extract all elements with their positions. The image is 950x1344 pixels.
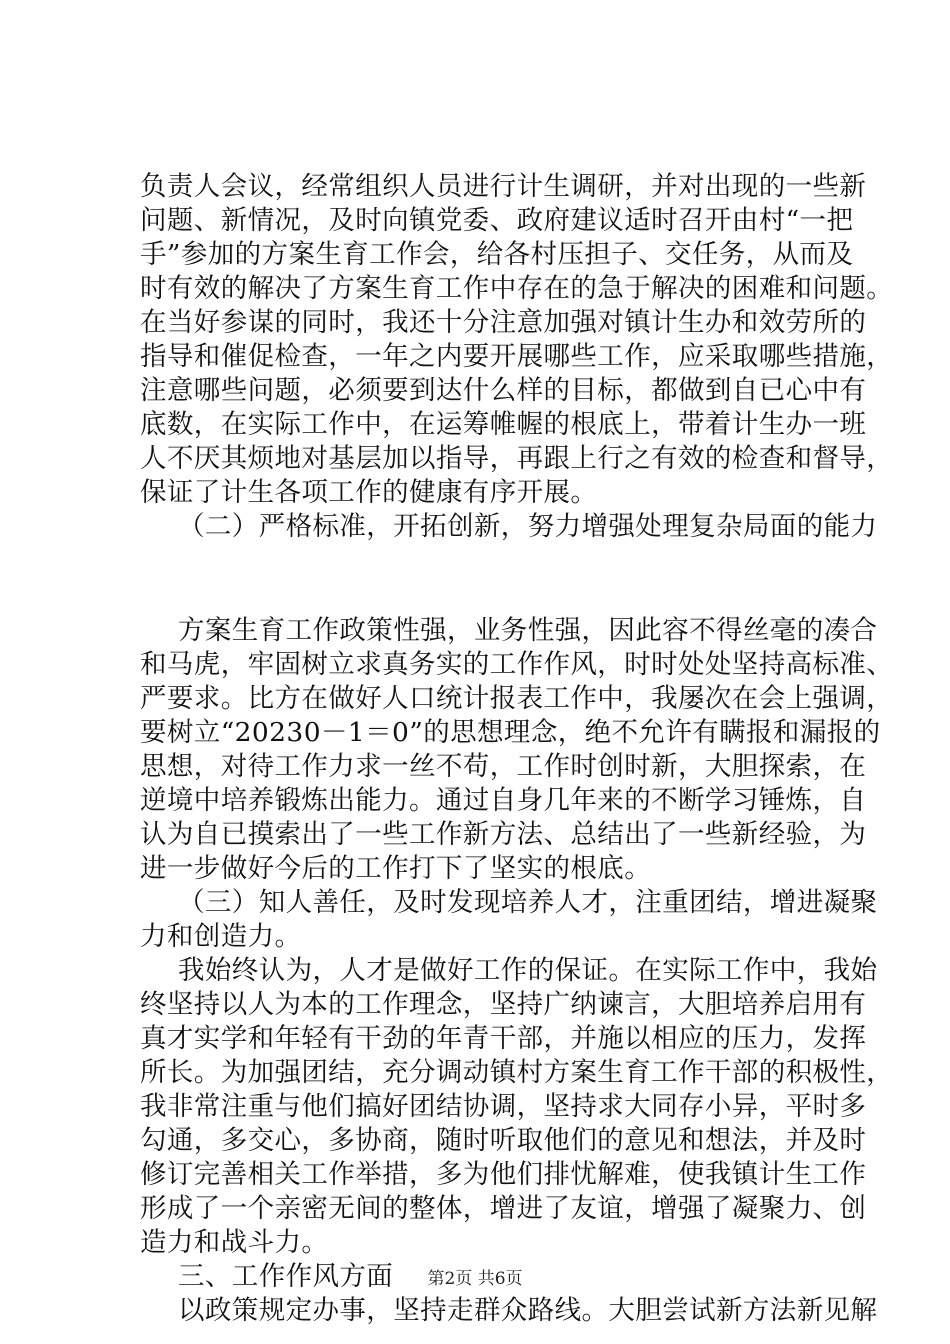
text-line: 负责人会议，经常组织人员进行计生调研，并对出现的一些新 bbox=[140, 171, 867, 202]
text-line: 注意哪些问题，必须要到达什么样的目标，都做到自已心中有 bbox=[140, 375, 867, 406]
text-line: 终坚持以人为本的工作理念，坚持广纳谏言，大胆培养启用有 bbox=[140, 989, 867, 1020]
paragraph-standards bbox=[140, 614, 894, 886]
text-line: 逆境中培养锻炼出能力。通过自身几年来的不断学习锤炼，自 bbox=[140, 785, 867, 816]
text-line: 所长。为加强团结，充分调动镇村方案生育工作干部的积极性， bbox=[140, 1057, 894, 1088]
blank-gap bbox=[140, 544, 840, 614]
page-footer: 第2页 共6页 bbox=[427, 1269, 523, 1289]
text-line: 以政策规定办事，坚持走群众路线。大胆尝试新方法新见解 bbox=[178, 1295, 878, 1326]
subheading-two: （二）严格标准，开拓创新，努力增强处理复杂局面的能力 bbox=[178, 511, 878, 542]
paragraph-talent bbox=[140, 954, 894, 1260]
text-line: 真才实学和年轻有干劲的年青干部，并施以相应的压力，发挥 bbox=[140, 1023, 867, 1054]
document-body bbox=[140, 170, 894, 1328]
section-heading-three: 三、工作作风方面 bbox=[178, 1261, 394, 1292]
text-line: 方案生育工作政策性强，业务性强，因此容不得丝毫的凑合 bbox=[178, 615, 878, 646]
text-line: 人不厌其烦地对基层加以指导，再跟上行之有效的检查和督导， bbox=[140, 443, 894, 474]
text-line: 要树立“20230－1＝0”的思想理念，绝不允许有瞒报和漏报的 bbox=[140, 717, 881, 748]
text-line: 我非常注重与他们搞好团结协调，坚持求大同存小异，平时多 bbox=[140, 1091, 867, 1122]
text-line: 认为自已摸索出了一些工作新方法、总结出了一些新经验，为 bbox=[140, 819, 867, 850]
text-line: 在当好参谋的同时，我还十分注意加强对镇计生办和效劳所的 bbox=[140, 307, 867, 338]
text-line: 底数，在实际工作中，在运筹帷幄的根底上，带着计生办一班 bbox=[140, 409, 867, 440]
text-line: 和马虎，牢固树立求真务实的工作作风，时时处处坚持高标准、 bbox=[140, 649, 894, 680]
text-line: 手”参加的方案生育工作会，给各村压担子、交任务，从而及 bbox=[140, 239, 854, 270]
text-line: 严要求。比方在做好人口统计报表工作中，我屡次在会上强调， bbox=[140, 683, 894, 714]
text-line: 力和创造力。 bbox=[140, 921, 302, 952]
text-line: 指导和催促检查，一年之内要开展哪些工作，应采取哪些措施， bbox=[140, 341, 894, 372]
paragraph-continuation bbox=[140, 170, 894, 510]
text-line: 时有效的解决了方案生育工作中存在的急于解决的困难和问题。 bbox=[140, 273, 894, 304]
text-line: 修订完善相关工作举措，多为他们排忧解难，使我镇计生工作 bbox=[140, 1159, 867, 1190]
text-line: 形成了一个亲密无间的整体，增进了友谊，增强了凝聚力、创 bbox=[140, 1193, 867, 1224]
text-line: 问题、新情况，及时向镇党委、政府建议适时召开由村“一把 bbox=[140, 205, 854, 236]
subheading-three bbox=[140, 886, 878, 954]
text-line: 勾通，多交心，多协商，随时听取他们的意见和想法，并及时 bbox=[140, 1125, 867, 1156]
text-line: 思想，对待工作力求一丝不苟，工作时创时新，大胆探索，在 bbox=[140, 751, 867, 782]
text-line: 造力和战斗力。 bbox=[140, 1227, 329, 1258]
text-line: 保证了计生各项工作的健康有序开展。 bbox=[140, 477, 598, 508]
text-line: 进一步做好今后的工作打下了坚实的根底。 bbox=[140, 853, 652, 884]
text-line: 我始终认为，人才是做好工作的保证。在实际工作中，我始 bbox=[178, 955, 878, 986]
text-line: （三）知人善任，及时发现培养人才，注重团结，增进凝聚 bbox=[178, 887, 878, 918]
